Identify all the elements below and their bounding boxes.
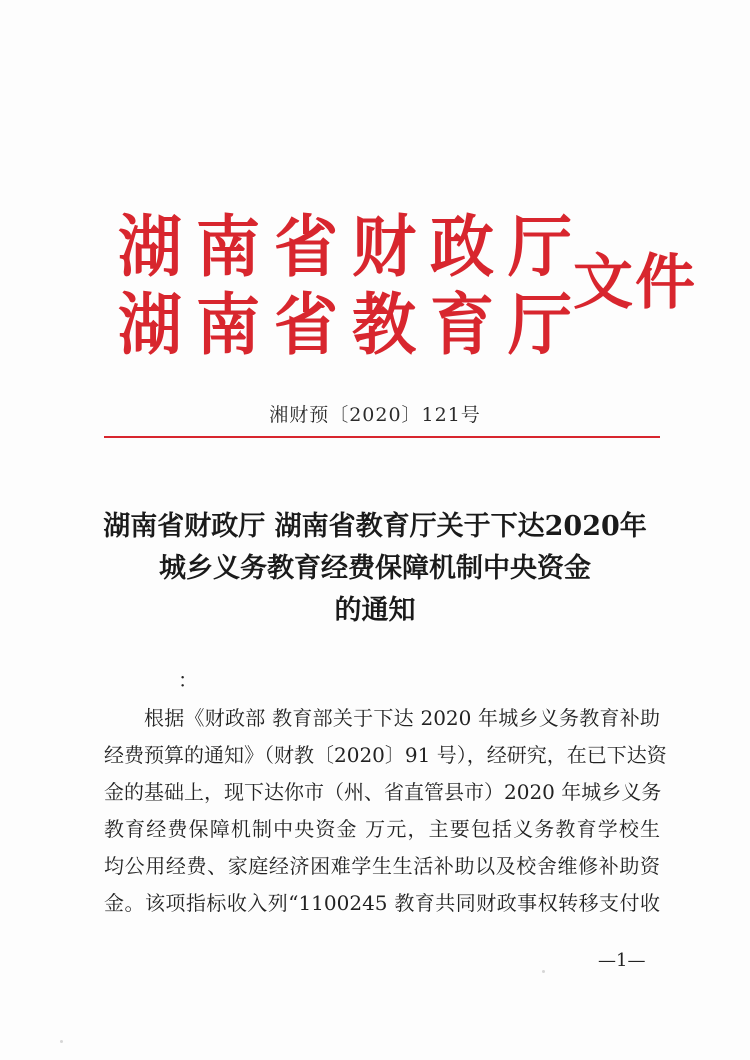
body-line: 教育经费保障机制中央资金 万元，主要包括义务教育学校生 xyxy=(104,817,660,841)
document-title xyxy=(0,506,750,632)
scan-speck xyxy=(60,1040,63,1043)
page-number: —1— xyxy=(598,950,646,971)
document-number: 湘财预〔2020〕121号 xyxy=(269,404,481,426)
title-line-1: 湖南省财政厅 湖南省教育厅关于下达2020年 xyxy=(103,511,647,542)
letterhead-agency-finance: 湖南省财政厅 xyxy=(118,208,586,287)
body-line: 金。该项指标收入列“1100245 教育共同财政事权转移支付收 xyxy=(104,891,660,915)
letterhead-document-word: 文件 xyxy=(573,248,697,318)
title-line-2: 城乡义务教育经费保障机制中央资金 xyxy=(159,553,591,584)
body-line: 金的基础上，现下达你市（州、省直管县市）2020 年城乡义务 xyxy=(104,780,662,804)
title-line-3: 的通知 xyxy=(334,595,416,626)
red-separator-line xyxy=(104,436,660,438)
body-line: 经费预算的通知》（财教〔2020〕91 号），经研究，在已下达资 xyxy=(104,743,667,767)
scan-speck xyxy=(542,970,545,973)
addressee: ： xyxy=(178,668,198,692)
letterhead-agency-education: 湖南省教育厅 xyxy=(118,286,586,365)
red-letterhead xyxy=(118,208,697,370)
body-line: 均公用经费、家庭经济困难学生生活补助以及校舍维修补助资 xyxy=(104,854,660,878)
body-paragraph xyxy=(104,700,667,922)
body-line: 根据《财政部 教育部关于下达 2020 年城乡义务教育补助 xyxy=(144,706,660,730)
